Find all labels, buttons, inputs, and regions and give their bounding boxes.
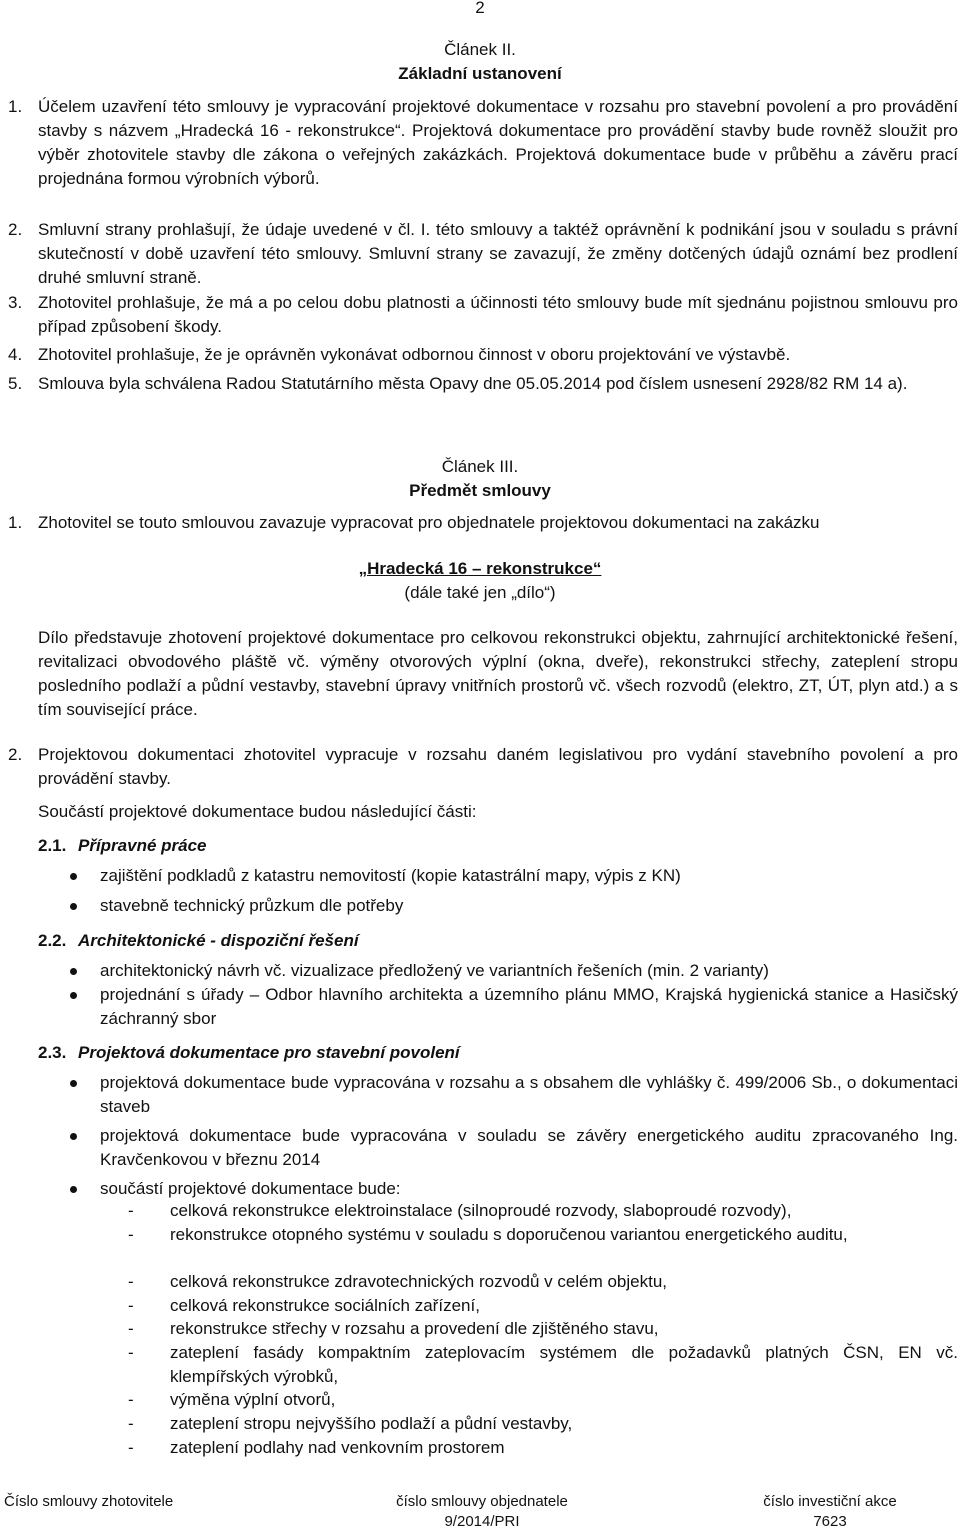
dash-item: - rekonstrukce střechy v rozsahu a provedení dle zjištěného stavu, [128,1317,958,1341]
section-number: 2.2. [38,931,67,950]
dash-item: - celková rekonstrukce elektroinstalace (silnoproudé rozvody, slaboproudé rozvody), [128,1199,958,1223]
footer-contractor-label: Číslo smlouvy zhotovitele [4,1493,174,1510]
dash-item: - rekonstrukce otopného systému v souladu s doporučenou variantou energetického auditu, [128,1223,958,1247]
bullet-icon [70,1080,77,1087]
parts-intro: Součástí projektové dokumentace budou následující části: [38,802,477,821]
item-text: Zhotovitel prohlašuje, že má a po celou dobu platnosti a účinnosti této smlouvy bude mít sjednánu pojistnou smlouvu pro případ způsobení škody. [38,293,958,336]
bullet-item: součástí projektové dokumentace bude: [70,1177,958,1201]
dash-icon: - [128,1201,134,1220]
item-number: 2. [8,220,23,239]
item-number: 3. [8,293,23,312]
item-text: Smlouva byla schválena Radou Statutárního města Opavy dne 05.05.2014 pod číslem usnesení 2928/82 RM 14 a). [38,374,908,393]
article-2-item-2 [8,218,958,290]
footer-investment-number: 7623 [813,1513,847,1530]
bullet-item: stavebně technický průzkum dle potřeby [70,894,958,918]
bullet-item: projektová dokumentace bude vypracována v souladu se závěry energetického auditu zpracovaného Ing. Kravčenkovou v březnu 2014 [70,1124,958,1172]
dash-icon: - [128,1414,134,1433]
dash-icon: - [128,1390,134,1409]
article-2-item-5 [8,372,958,396]
item-text: Zhotovitel prohlašuje, že je oprávněn vykonávat odbornou činnost v oboru projektování ve výstavbě. [38,345,791,364]
item-text: Projektovou dokumentaci zhotovitel vypracuje v rozsahu daném legislativou pro vydání stavebního povolení a pro provádění stavby. [38,745,958,788]
dash-item: - výměna výplní otvorů, [128,1388,958,1412]
section-2-2-heading [38,929,958,953]
project-name: „Hradecká 16 – rekonstrukce“ [358,559,602,578]
item-number: 2. [8,745,23,764]
footer-investment-label: číslo investiční akce [763,1493,897,1510]
article-3-item-1 [8,511,958,535]
dash-item: - zateplení stropu nejvyššího podlaží a půdní vestavby, [128,1412,958,1436]
bullet-icon [70,968,77,975]
project-alias: (dále také jen „dílo“) [404,583,556,602]
item-number: 4. [8,345,23,364]
dash-icon: - [128,1319,134,1338]
item-text: Účelem uzavření této smlouvy je vypracování projektové dokumentace v rozsahu pro stavební povolení a pro provádění stavby s názvem „Hradecká 16 - rekonstrukce“. Projektová dokumentace pro provádění stavby bude rovněž sloužit pro výběr zhotovitele stavby dle zákona o veřejných zakázkách. Projektová dokumentace bude v průběhu a závěru prací projednána formou výrobních výborů. [38,97,958,188]
section-2-1-heading [38,834,958,858]
article-2-item-1 [8,95,958,191]
dash-item: - celková rekonstrukce zdravotechnických rozvodů v celém objektu, [128,1270,958,1294]
article-3-heading: Článek III. [441,457,519,476]
article-2-item-4 [8,343,958,367]
bullet-item: projektová dokumentace bude vypracována v rozsahu a s obsahem dle vyhlášky č. 499/2006 Sb., o dokumentaci staveb [70,1071,958,1119]
dash-item: - zateplení fasády kompaktním zateplovacím systémem dle požadavků platných ČSN, EN vč. klempířských výrobků, [128,1343,958,1386]
section-title: Architektonické - dispoziční řešení [78,931,359,950]
item-text: Smluvní strany prohlašují, že údaje uvedené v čl. I. této smlouvy a taktéž oprávnění k podnikání jsou v souladu s právní skutečností v době uzavření této smlouvy. Smluvní strany se zavazují, že změny dotčených údajů oznámí bez prodlení druhé smluvní straně. [38,220,958,287]
bullet-icon [70,992,77,999]
item-number: 5. [8,374,23,393]
bullet-icon [70,873,77,880]
section-number: 2.3. [38,1043,67,1062]
footer-client-label: číslo smlouvy objednatele [396,1493,568,1510]
article-3-title: Předmět smlouvy [409,481,551,500]
article-3-item-2 [8,743,958,791]
article-2-heading: Článek II. [444,40,516,59]
dash-icon: - [128,1343,134,1362]
dash-item: - celková rekonstrukce sociálních zařízení, [128,1294,958,1318]
bullet-icon [70,903,77,910]
bullet-item: zajištění podkladů z katastru nemovitostí (kopie katastrální mapy, výpis z KN) [70,864,958,888]
dash-icon: - [128,1296,134,1315]
section-number: 2.1. [38,836,67,855]
section-title: Projektová dokumentace pro stavební povolení [78,1043,460,1062]
page-number: 2 [475,0,485,17]
item-number: 1. [8,513,23,532]
dash-icon: - [128,1438,134,1457]
article-2-item-3 [8,291,958,339]
bullet-icon [70,1133,77,1140]
footer-client-number: 9/2014/PRI [444,1513,520,1530]
section-title: Přípravné práce [78,836,207,855]
work-description: Dílo představuje zhotovení projektové dokumentace pro celkovou rekonstrukci objektu, zahrnující architektonické řešení, revitalizaci obvodového pláště vč. výměny otvorových výplní (okna, dveře), rekonstrukci střechy, zateplení stropu posledního podlaží a půdní vestavby, stavební úpravy vnitřních prostorů vč. všech rozvodů (elektro, ZT, ÚT, plyn atd.) a s tím související práce. [38,628,958,719]
item-text: Zhotovitel se touto smlouvou zavazuje vypracovat pro objednatele projektovou dokumentaci na zakázku [38,513,820,532]
section-2-3-heading [38,1041,958,1065]
dash-item: - zateplení podlahy nad venkovním prostorem [128,1436,958,1460]
bullet-icon [70,1186,77,1193]
dash-icon: - [128,1272,134,1291]
bullet-item: architektonický návrh vč. vizualizace předložený ve variantních řešeních (min. 2 varianty) [70,959,958,983]
dash-icon: - [128,1225,134,1244]
bullet-item: projednání s úřady – Odbor hlavního architekta a územního plánu MMO, Krajská hygienická stanice a Hasičský záchranný sbor [70,983,958,1031]
article-2-title: Základní ustanovení [398,64,562,83]
item-number: 1. [8,97,23,116]
